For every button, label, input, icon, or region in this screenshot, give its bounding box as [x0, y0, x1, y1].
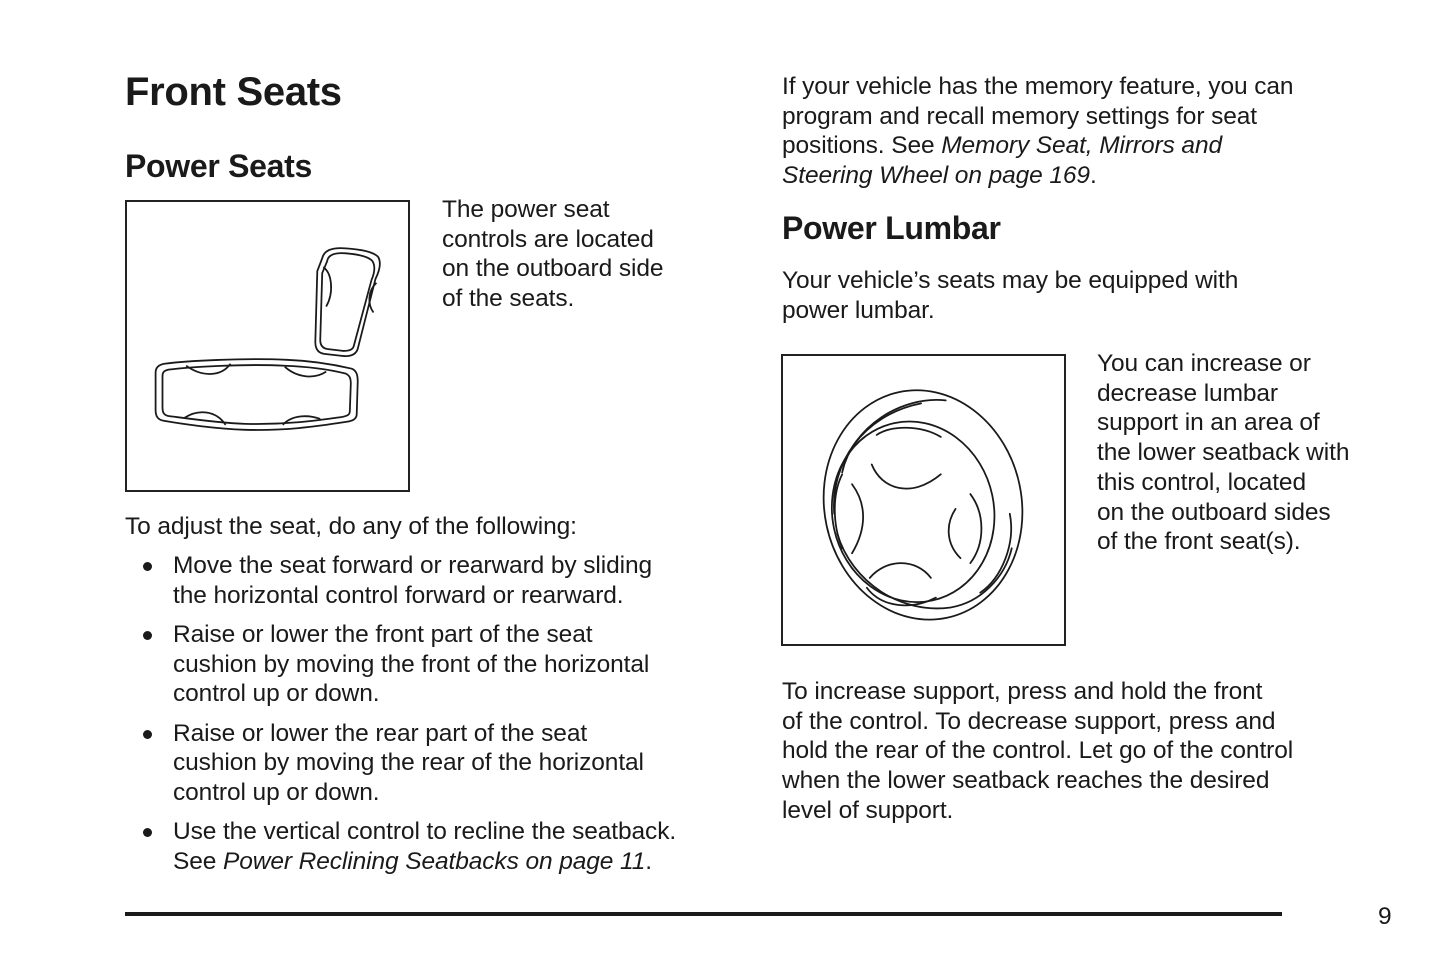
- ref-prefix: positions. See: [782, 132, 942, 160]
- bullet-line: Move the seat forward or rearward by sliding: [173, 552, 653, 579]
- caption-line: The power seat: [442, 196, 610, 223]
- paragraph-line: Your vehicle’s seats may be equipped with: [782, 267, 1239, 294]
- bullet-line: cushion by moving the front of the horizontal: [173, 650, 650, 678]
- ref-prefix: See: [173, 847, 223, 875]
- bullet-line: cushion by moving the rear of the horizontal: [173, 749, 644, 777]
- caption-line: controls are located: [442, 225, 654, 253]
- bullet-line: Use the vertical control to recline the seatback.: [173, 818, 677, 846]
- paragraph-line: To increase support, press and hold the front: [782, 678, 1263, 705]
- paragraph-line: power lumbar.: [782, 296, 935, 324]
- bullet-icon: [143, 631, 152, 640]
- section-title-power-lumbar: Power Lumbar: [782, 210, 1001, 246]
- memory-paragraph: [782, 72, 1293, 191]
- caption-line: this control, located: [1097, 468, 1306, 496]
- bullet-item: [125, 551, 765, 610]
- lumbar-instructions: [782, 677, 1293, 826]
- page-title: Front Seats: [125, 70, 342, 114]
- caption-line: the lower seatback with: [1097, 439, 1350, 467]
- adjust-bullet-list: [125, 551, 765, 886]
- caption-line: decrease lumbar: [1097, 379, 1278, 407]
- cross-reference-link[interactable]: Power Reclining Seatbacks on page 11: [223, 847, 646, 875]
- lumbar-figure-caption: [1097, 349, 1349, 557]
- lumbar-control-knob-icon: [783, 356, 1064, 644]
- power-seat-controls-icon: [127, 202, 408, 490]
- footer-rule: [125, 912, 1282, 916]
- caption-line: on the outboard sides: [1097, 498, 1331, 526]
- ref-suffix: .: [645, 847, 652, 875]
- caption-line: support in an area of: [1097, 409, 1320, 437]
- bullet-item: [125, 620, 765, 709]
- paragraph-line: [782, 131, 1293, 161]
- bullet-icon: [143, 828, 152, 837]
- caption-line: of the front seat(s).: [1097, 528, 1301, 556]
- power-seat-figure-caption: [442, 195, 663, 314]
- bullet-item: [125, 817, 765, 876]
- paragraph-line: hold the rear of the control. Let go of the control: [782, 737, 1294, 765]
- cross-reference-link[interactable]: Memory Seat, Mirrors and: [941, 132, 1223, 160]
- caption-line: of the seats.: [442, 285, 575, 313]
- bullet-line: Raise or lower the rear part of the seat: [173, 719, 588, 747]
- cross-reference-link[interactable]: Steering Wheel on page 169: [782, 162, 1090, 190]
- paragraph-line: program and recall memory settings for seat: [782, 102, 1258, 130]
- bullet-icon: [143, 562, 152, 571]
- cross-reference-line: [173, 847, 765, 877]
- bullet-line: Raise or lower the front part of the seat: [173, 620, 593, 648]
- paragraph-line: [782, 161, 1293, 191]
- bullet-item: [125, 719, 765, 808]
- ref-suffix: .: [1089, 162, 1097, 190]
- bullet-line: the horizontal control forward or rearward.: [173, 581, 624, 609]
- bullet-icon: [143, 730, 152, 739]
- caption-line: on the outboard side: [442, 255, 664, 283]
- paragraph-line: of the control. To decrease support, press and: [782, 707, 1276, 735]
- adjust-intro: To adjust the seat, do any of the following:: [125, 513, 577, 540]
- bullet-line: control up or down.: [173, 680, 380, 708]
- page-number: 9: [1378, 903, 1392, 930]
- lumbar-figure: [781, 354, 1066, 646]
- paragraph-line: level of support.: [782, 796, 954, 824]
- bullet-line: control up or down.: [173, 778, 380, 806]
- lumbar-intro: [782, 266, 1238, 325]
- power-seat-figure: [125, 200, 410, 492]
- paragraph-line: If your vehicle has the memory feature, you can: [782, 73, 1294, 100]
- caption-line: You can increase or: [1097, 350, 1311, 377]
- section-title-power-seats: Power Seats: [125, 148, 313, 184]
- paragraph-line: when the lower seatback reaches the desired: [782, 767, 1270, 795]
